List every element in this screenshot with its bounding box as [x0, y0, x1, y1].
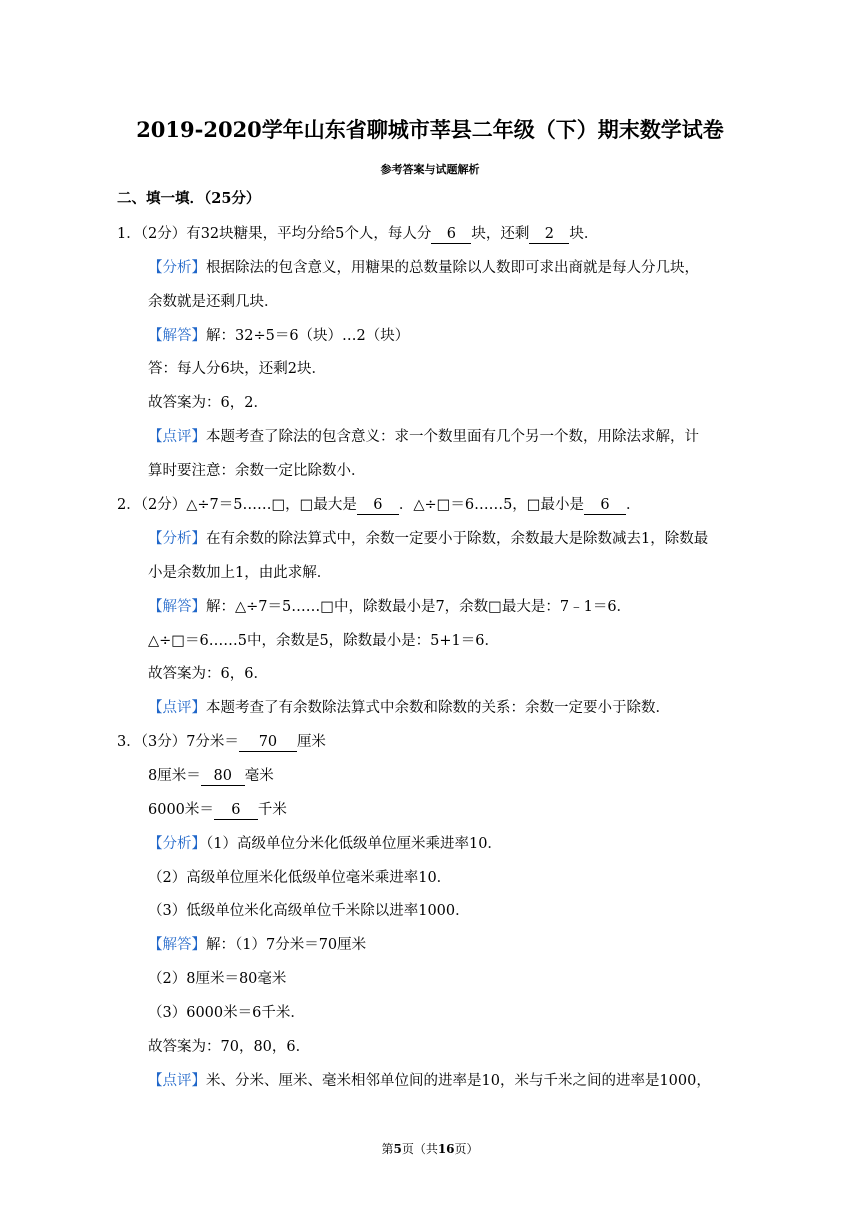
- q1-text-pre: 1．（2分）有32块糖果，平均分给5个人，每人分: [117, 226, 432, 242]
- q2-comment-text-1: 本题考查了有余数除法算式中余数和除数的关系：余数一定要小于除数．: [206, 700, 670, 716]
- document-subtitle: 参考答案与试题解析: [380, 163, 480, 176]
- q3-solution-text-4: 故答案为：70，80，6．: [148, 1039, 311, 1055]
- footer-text-c: 页）: [454, 1142, 479, 1156]
- q3-analysis-text-3: （3）低级单位米化高级单位千米除以进率1000．: [148, 903, 470, 919]
- q1-text-mid: 块，还剩: [471, 226, 530, 242]
- q3-solution: [148, 935, 366, 955]
- document-title: 2019-2020学年山东省聊城市莘县二年级（下）期末数学试卷: [136, 117, 724, 142]
- q3-solution-text-3: （3）6000米＝6千米．: [148, 1005, 305, 1021]
- q1-comment: [148, 427, 699, 447]
- q1-solution-text-3: 故答案为：6，2．: [148, 395, 268, 411]
- q2-text-post: ．: [626, 497, 641, 513]
- q2-analysis-text-1: 在有余数的除法算式中，余数一定要小于除数，余数最大是除数减去1，除数最: [206, 531, 709, 547]
- q2-answer-blank-1: 6: [357, 496, 399, 515]
- q1-analysis-text-2: 余数就是还剩几块．: [148, 294, 279, 310]
- q1-solution: [148, 326, 409, 346]
- total-pages: 16: [437, 1142, 455, 1156]
- q3-line1-pre: 3．（3分）7分米＝: [117, 734, 239, 750]
- q2-solution-text-2: △÷□＝6……5中，余数是5，除数最小是：5+1＝6．: [148, 633, 500, 649]
- analysis-tag: 【分析】: [148, 836, 206, 852]
- page-number: 5: [393, 1142, 402, 1156]
- q1-comment-text-1: 本题考查了除法的包含意义：求一个数里面有几个另一个数，用除法求解，计: [206, 429, 699, 445]
- q2-analysis-text-2: 小是余数加上1，由此求解．: [148, 565, 332, 581]
- question-3: [117, 732, 326, 752]
- q1-solution-text-1: 解：32÷5＝6（块）…2（块）: [206, 328, 410, 344]
- q3-analysis-text-2: （2）高级单位厘米化低级单位毫米乘进率10．: [148, 870, 452, 886]
- solution-tag: 【解答】: [148, 937, 206, 953]
- question-2: [117, 495, 641, 515]
- q3-comment-text-1: 米、分米、厘米、毫米相邻单位间的进率是10，米与千米之间的进率是1000，: [206, 1073, 711, 1089]
- comment-tag: 【点评】: [148, 700, 206, 716]
- q3-line3-post: 千米: [257, 802, 287, 818]
- q2-solution-text-3: 故答案为：6，6．: [148, 666, 268, 682]
- q3-analysis-text-1: （1）高级单位分米化低级单位厘米乘进率10．: [206, 836, 502, 852]
- question-1: [117, 224, 598, 244]
- q1-analysis: [148, 258, 699, 278]
- section-heading: 二、填一填．（25分）: [117, 190, 261, 207]
- q2-analysis: [148, 529, 708, 549]
- q3-analysis: [148, 834, 502, 854]
- solution-tag: 【解答】: [148, 599, 206, 615]
- q2-text-pre: 2．（2分）△÷7＝5……□，□最大是: [117, 497, 357, 513]
- solution-tag: 【解答】: [148, 328, 206, 344]
- q3-solution-text-1: 解：（1）7分米＝70厘米: [206, 937, 367, 953]
- analysis-tag: 【分析】: [148, 531, 206, 547]
- q3-answer-blank-3: 6: [214, 801, 258, 820]
- q3-line-3: [148, 800, 287, 820]
- q3-line-2: [148, 766, 274, 786]
- q3-line1-post: 厘米: [296, 734, 326, 750]
- q3-answer-blank-1: 70: [239, 733, 297, 752]
- footer-text-a: 第: [381, 1142, 394, 1156]
- q2-answer-blank-2: 6: [584, 496, 626, 515]
- q1-solution-text-2: 答：每人分6块，还剩2块．: [148, 361, 326, 377]
- q3-line2-pre: 8厘米＝: [148, 768, 201, 784]
- q3-solution-text-2: （2）8厘米＝80毫米: [148, 971, 287, 987]
- q3-comment: [148, 1071, 711, 1091]
- q3-line3-pre: 6000米＝: [148, 802, 214, 818]
- analysis-tag: 【分析】: [148, 260, 206, 276]
- footer-text-b: 页（共: [401, 1142, 438, 1156]
- q1-comment-text-2: 算时要注意：余数一定比除数小．: [148, 463, 366, 479]
- q1-answer-blank-2: 2: [529, 225, 569, 244]
- q3-answer-blank-2: 80: [201, 767, 245, 786]
- q2-text-mid: ．△÷□＝6……5，□最小是: [398, 497, 585, 513]
- page-footer: [0, 1140, 860, 1157]
- q1-text-post: 块．: [569, 226, 599, 242]
- comment-tag: 【点评】: [148, 429, 206, 445]
- q1-answer-blank-1: 6: [431, 225, 471, 244]
- comment-tag: 【点评】: [148, 1073, 206, 1089]
- q1-analysis-text-1: 根据除法的包含意义，用糖果的总数量除以人数即可求出商就是每人分几块，: [206, 260, 699, 276]
- q3-line2-post: 毫米: [244, 768, 274, 784]
- q2-solution: [148, 597, 631, 617]
- q2-comment: [148, 698, 670, 718]
- q2-solution-text-1: 解：△÷7＝5……□中，除数最小是7，余数□最大是：7﹣1＝6．: [206, 599, 632, 615]
